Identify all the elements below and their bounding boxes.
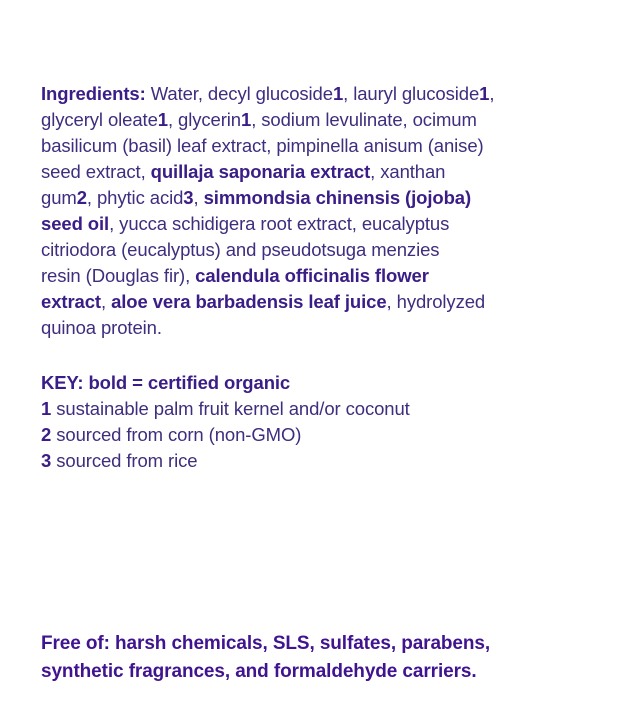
text: , yucca schidigera root extract, eucalyptus [109, 213, 450, 234]
text: synthetic fragrances, and formaldehyde carriers. [41, 661, 477, 682]
text: Water, decyl glucoside [150, 83, 333, 104]
bold-text: simmondsia chinensis (jojoba) [203, 187, 472, 208]
free-line [41, 630, 490, 658]
free-line [41, 658, 490, 686]
text: sourced from rice [56, 450, 198, 471]
text: resin (Douglas fir), [41, 265, 196, 286]
bold-text: seed oil [41, 213, 110, 234]
text: , hydrolyzed [386, 291, 486, 312]
free-of-statement [41, 630, 490, 686]
bold-text: 1 [157, 109, 168, 130]
text: , sodium levulinate, ocimum [251, 109, 477, 130]
text: citriodora (eucalyptus) and pseudotsuga menzies [41, 239, 440, 260]
text: sustainable palm fruit kernel and/or coconut [56, 398, 410, 419]
bold-text: quillaja saponaria extract [150, 161, 371, 182]
text: , [193, 187, 204, 208]
bold-text: 3 [183, 187, 194, 208]
text: , [489, 83, 495, 104]
bold-text: 1 [241, 109, 252, 130]
bold-text: KEY: bold = certified organic [41, 372, 291, 393]
text: quinoa protein. [41, 317, 162, 338]
text: gum [41, 187, 77, 208]
ingredients-line [41, 81, 494, 107]
bold-text: calendula officinalis flower [195, 265, 429, 286]
key-line [41, 448, 410, 474]
bold-text: aloe vera barbadensis leaf juice [111, 291, 387, 312]
text: , xanthan [370, 161, 446, 182]
key-legend [41, 370, 410, 474]
text: , [100, 291, 112, 312]
text: , lauryl glucoside [343, 83, 480, 104]
bold-text: Ingredients: [41, 83, 151, 104]
key-line [41, 396, 410, 422]
text: basilicum (basil) leaf extract, pimpinella anisum (anise) [41, 135, 484, 156]
ingredients-line [41, 185, 494, 211]
text: sourced from corn (non-GMO) [56, 424, 302, 445]
text: Free of: harsh chemicals, SLS, sulfates, parabens, [41, 633, 491, 654]
bold-text: 1 [332, 83, 344, 104]
bold-text: 3 [41, 450, 57, 471]
text: , phytic acid [86, 187, 184, 208]
ingredients-line [41, 133, 494, 159]
bold-text: extract [41, 291, 101, 312]
ingredients-line [41, 211, 494, 237]
ingredients-line [41, 263, 494, 289]
text: glyceryl oleate [41, 109, 158, 130]
bold-text: 2 [41, 424, 57, 445]
bold-text: 1 [41, 398, 57, 419]
text: seed extract, [41, 161, 151, 182]
ingredients-line [41, 159, 494, 185]
ingredients-list [41, 81, 494, 341]
ingredients-line [41, 237, 494, 263]
text: , glycerin [167, 109, 241, 130]
ingredients-line [41, 107, 494, 133]
ingredients-line [41, 289, 494, 315]
key-line [41, 370, 410, 396]
key-line [41, 422, 410, 448]
ingredients-line [41, 315, 494, 341]
bold-text: 1 [479, 83, 490, 104]
bold-text: 2 [76, 187, 87, 208]
